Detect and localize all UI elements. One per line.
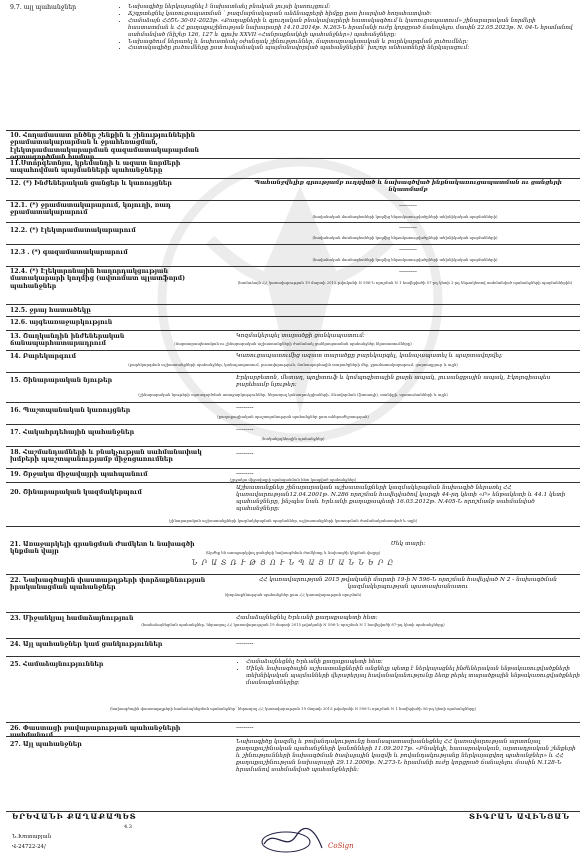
row-12 xyxy=(6,178,580,199)
row-17 xyxy=(6,424,580,445)
value-12-1: --------- xyxy=(399,203,417,209)
footer-left-title: ԵՐԵՎԱՆԻ ՔԱՂԱՔԱՊԵՏ xyxy=(12,812,137,821)
bullet-9-7-4: • Նախագծում ներառել և նախատեսել օժանդակ շինություններ, ճարտարապետական և բարեկարգման լուծումներ: xyxy=(128,39,578,46)
label-27: 27. Այլ պահանջներ xyxy=(10,741,82,748)
row-9-7 xyxy=(6,2,580,120)
value-24: --------- xyxy=(236,641,254,647)
row-27 xyxy=(6,736,580,812)
row-15 xyxy=(6,372,580,399)
cosign-stamp: CoSign xyxy=(328,842,354,850)
row-12-6 xyxy=(6,316,580,329)
note-12-3: (հավանական մասնագետների կողմից ենթակառուցվածքների տեխնիկական պայմանների) xyxy=(312,257,498,262)
label-22: 22. Նախագծային փաստաթղթերի փորձաքննության իրականացման պահանջներ xyxy=(10,577,206,592)
note-16: (քաղաքացիական պաշտպանության պահանջներ ըստ անհրաժեշտության) xyxy=(217,414,369,419)
label-25: 25. Համաձայնություններ xyxy=(10,661,104,668)
bullet-9-7-1: • Նախագիծը ներկայացնել է նախատեսել բնական լույսի կառույցում: xyxy=(128,4,578,11)
footer-mid: 4.3 xyxy=(124,824,132,830)
row-25 xyxy=(6,656,580,721)
label-12-1: 12.1. (*) ջրամատակարարում, կոյուղի, ռադ ջրամատակարարում xyxy=(10,202,171,217)
label-12-5: 12.5. ջրայ հատածեկը xyxy=(10,307,91,314)
footer-left-line2: Վ-24722-24/ xyxy=(12,844,46,850)
row-12-4 xyxy=(6,266,580,305)
note-12-2: (հավանական մասնագետների կողմից ենթակառուցվածքների տեխնիկական պայմանների) xyxy=(312,235,498,240)
label-20: 20. Շինարարական կազմակերպում xyxy=(10,489,142,496)
value-21: Մեկ տարի: xyxy=(390,541,426,547)
value-12-2: --------- xyxy=(399,225,417,231)
row-24 xyxy=(6,638,580,655)
note-17: (հակահրդեհային պահանջներ) xyxy=(261,436,325,441)
value-25 xyxy=(236,659,580,687)
note-12-1: (հավանական մասնագետների կողմից ենթակառուցվածքների տեխնիկական պայմանների) xyxy=(312,214,498,219)
row-26 xyxy=(6,722,580,740)
value-19: --------- xyxy=(236,471,254,477)
label-10: 10. Հողամասատ ընծնը շենքին և շինություններին ջրամատակարարման և ջրահեռացման, էլեկտրամատակարարման գազամատակարարման օգտագործման համար xyxy=(10,132,199,162)
label-12-3: 12.3 . (*) գազամատակարարում xyxy=(10,249,128,256)
note-20: (շինարարական աշխատանքների կազմակերպման պայմաններ, աշխատանքների կատարման ժամանակահատված և այլն) xyxy=(168,518,418,523)
label-12: 12. (*) Ինժեներական ցանցեր և կառույցներ xyxy=(10,180,172,187)
row-12-2 xyxy=(6,222,580,243)
bullet-25-2: • Մինչև նախագծային աշխատանքներին անցնելը պետք է ներկայացնել ինժեներական ենթակառուցվածքների տեխնիկական պայմանների վերաբերյալ հավանականությունը ձեռք բերել տարածքային ենթակառուցվածքների մասնագետներից: xyxy=(246,666,580,687)
note-22: (փորձաքննության պահանջներ ըստ ՀՀ կառավարության որոշման) xyxy=(224,592,362,597)
value-12-4: --------- xyxy=(399,269,417,275)
note-12-4: (համաձայն ՀՀ կառավարության 19 մարտի 2015 թվականի N 596-Ն որոշման N 1 հավելվածի 57-րդ կետի 2-րդ ենթակետով սահմանված պահանջների պայմաններին) xyxy=(237,280,573,285)
note-13: (ճարտարապետական ու շինարարական աշխատանքների ժամանակ ցանկապատման պահանջներ նկատառումները) xyxy=(174,341,412,346)
note-15: (շինարարական նյութերի օգտագործման առաջարկություններ, ներառյալ կոնստրուկցիաների, ձևավորման (ֆասադի), տանիքի, պատուհանների և այլն) xyxy=(138,392,448,397)
value-9-7 xyxy=(118,4,578,52)
bullet-9-7-3: • Համաձայն ՀՀՇՆ 30-01-2023թ. «Քաղաքների և գյուղական բնակավայրերի հատակագծում և կառուցապատում» շինարարական նորմերի հաստատման և ՀՀ քաղաքաշինության նախարարի 14.10.2014թ. N.263-Ն հրամանի ուժը կորցրած ճանաչելու մասին 22.05.2023թ. N. 04-Ն հրամանով սահմանված (նիշեր 126, 127 և գլուխ XXVII «Հանրաքնակելի պահանջներ») պահանջները: xyxy=(128,18,578,39)
row-23 xyxy=(6,612,580,635)
row-19 xyxy=(6,468,580,483)
bullet-25-1: • Համաձայնեցնել Երևանի քաղաքապետի հետ: xyxy=(246,659,580,666)
signature-image xyxy=(256,822,326,858)
spaced-heading: Ն Ր Ա Տ Ռ Ւ Թ Յ Ո Ւ Ն Պ Ա Յ Մ Ա Ն Ն Ե Ր Ը xyxy=(191,559,395,567)
value-12: Պահանջվելիք գրությամբ ուղղված և նախագծված ինքնակառուցապատման ու ցանցերի նկատմամբ xyxy=(254,180,562,193)
label-12-6: 12.6. այգեառաջարկություն xyxy=(10,319,113,326)
label-26: 26. Փաստացի բավարարության պահանջների սահմանում xyxy=(10,725,181,740)
footer-right-title: ՏԻԳՐԱՆ ԱՎԻՆՅԱՆ xyxy=(468,812,570,821)
row-21 xyxy=(6,526,580,567)
value-18: --------- xyxy=(236,451,254,457)
label-12-2: 12.2. (*) էլեկտրամատակարարում xyxy=(10,227,136,234)
label-18: 18. Հաշմանդամների և բնակչության սահմանափակ խմբերի պաշտպանությամբ միջոցառումներ xyxy=(10,449,202,464)
value-23: Համաձայնեցնել Երևանի քաղաքապետի հետ: xyxy=(236,615,378,621)
value-20: Աշխատանքներ շինարարական աշխատանքների կազմակերպման նախագիծ ներառել ՀՀ կառավարության12.04.2001թ. N.286 որոշման հավելվածով կարգի 44-րդ կետի «Ր» ենթակետի և 44.1 կետի պահանջները, ինչպես նաև Երևանի քաղաքապետի 16.03.2012թ. N.405-Ն որոշմամբ սահմանված պահանջները: xyxy=(236,485,566,512)
value-14: Կառուցապատումից ազատ տարածքը բարեկարգել, կանաչապատել և պարտավորվել: xyxy=(236,353,503,359)
label-19: 19. Շրջակա միջավայրի պահպանում xyxy=(10,471,148,478)
value-22: ՀՀ կառավարության 2015 թվականի մարտի 19-ի N 596-Ն որոշման հավելված N 2 - նախագծման կազմակերպության պատասխանատու xyxy=(259,577,557,590)
bullet-9-7-2: • Ճշգրտեցնել կառուցապատման ՝ բազմաբնակարան անձնագրերի հիմքը ըստ խարված հողահատված: xyxy=(128,11,578,18)
label-23: 23. Միջանկյալ համաձայնություն xyxy=(10,615,134,622)
note-19: (շրջակա միջավայրի պահպանման հետ կապված պահանջներ) xyxy=(229,477,357,482)
note-14: (բարեկարգման աշխատանքների պահանջներ, կանաչապատում, լուսավորություն, ճանապարհային տարածքների մեջ, ջրամատակարարում, ցայտաղբյուր և այլն) xyxy=(128,362,458,367)
row-22 xyxy=(6,574,580,613)
row-16 xyxy=(6,402,580,423)
value-27: Նախագիծը կազմել և բովանդակությունը համապատասխանեցնել ՀՀ կառավարության արտոնյալ քաղաքաշինական պահանջների կանոնների 11.09.2017թ. «Բնակելի, հասարակական, արտադրական շենքերի և շինությունների նախագծման ծավալային կազմի և բովանդակությանը ներկայացվող պահանջներ» և ՀՀ քաղաքաշինության նախարարի 29.11.2006թ. N.273-Ն հրամանի ուժը կորցրած ճանաչելու մասին N.128-Ն հրամանով սահմանված պահանջներին: xyxy=(236,739,576,773)
note-23: (համաձայնեցման պահանջներ, ներառյալ ՀՀ կառավարության 19 մարտի 2015 թվականի N 596-Ն որոշման N 1 հավելվածի 87-րդ կետի պահանջները) xyxy=(141,622,445,627)
row-12-3 xyxy=(6,244,580,265)
label-15: 15. Շինարարական նյութեր xyxy=(10,377,113,384)
row-14 xyxy=(6,350,580,373)
label-24: 24. Այլ պահանջներ կամ ցանկություններ xyxy=(10,641,163,648)
value-12-3: --------- xyxy=(399,247,417,253)
label-14: 14. Բարեկարգում xyxy=(10,353,76,360)
label-21: 21. Առաջարկելի գրանցման Ժամկետ և նախագծի կնքման վայր xyxy=(10,541,195,556)
value-15: Էրկարբետոն, մետաղ, պոլիտուֆ և կոմպոզիտային քարե ապակ, լուսանցքային ապակ, Էկոլոգիապես բարեհամբ նյութեր: xyxy=(236,375,551,388)
label-13: 13. Շաղկանդին ինժեներական ճանապարհատարադրում xyxy=(10,333,125,348)
row-20 xyxy=(6,482,580,527)
label-16: 16. Պաշտպանական կառույցներ xyxy=(10,407,131,414)
row-10 xyxy=(6,130,580,162)
label-17: 17. Հակահրդեհային պահանջներ xyxy=(10,429,135,436)
bullet-9-7-5: • Հատակագիծը լուծումները ըստ հավանական պայմանավորված պահանջներին՝ խոշոր անհատների ներկայացում: xyxy=(128,45,578,52)
footer xyxy=(6,812,580,862)
note-25: (նախագծային փաստաթղթերի համաձայնեցման պահանջներ՝ ներառյալ ՀՀ կառավարության 19 մարտի 2015 թվականի N 596-Ն որոշման N 1 հավելվածի 56-րդ կետի պահանջները) xyxy=(109,706,477,711)
label-9-7: 9.7. այլ պահանջներ xyxy=(10,4,77,11)
row-11 xyxy=(6,158,580,179)
label-12-4: 12.4. (*) Էլեկտրոնային հաղորդակցության մատակարարի կողմից (ավտոմատ պլատֆորմ) պահանջներ xyxy=(10,268,186,290)
note-21: (Արժեք են առաջարկվող ցանցերի նախագծման ժամկետը և նախագծի կնքման վայրը) xyxy=(205,550,381,555)
value-26: --------- xyxy=(236,725,254,731)
label-11: 11.Ստորգետնյա, կրեմանդի և ազատ նորմերի ապահովման պայմանների պահանջները xyxy=(10,160,181,175)
row-13 xyxy=(6,330,580,349)
footer-left-line1: Ն.Խոտաբյան xyxy=(12,834,52,840)
value-17: --------- xyxy=(236,427,254,433)
row-18 xyxy=(6,446,580,467)
value-16: --------- xyxy=(236,405,254,411)
value-13: Կոզմակերպել տարածքի ցանկապատում: xyxy=(236,333,365,339)
